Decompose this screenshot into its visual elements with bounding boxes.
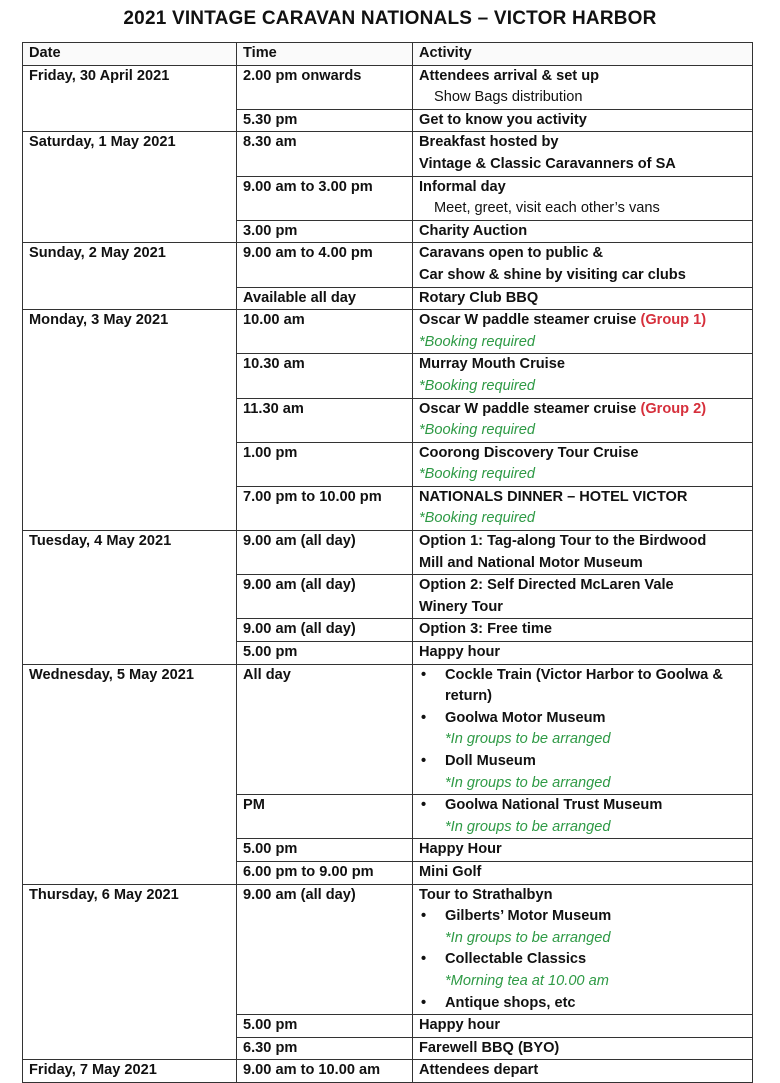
header-row — [23, 43, 753, 66]
activity-line: Tour to Strathalbyn — [419, 886, 553, 903]
activity-note: *In groups to be arranged — [445, 929, 611, 946]
activity-line: Option 1: Tag-along Tour to the Birdwood — [419, 533, 707, 550]
table-row — [23, 531, 753, 575]
activity-line: Mill and National Motor Museum — [419, 554, 643, 571]
activity-line: Rotary Club BBQ — [419, 289, 539, 306]
group-tag: (Group 2) — [640, 400, 707, 417]
table-row — [23, 65, 753, 109]
activity-cell — [413, 486, 753, 530]
activity-line: Mini Golf — [419, 863, 482, 880]
activity-line: Charity Auction — [419, 222, 528, 239]
bullet-item: • Collectable Classics — [419, 949, 746, 971]
time-cell: 9.00 am (all day) — [237, 884, 413, 1015]
date-cell: Monday, 3 May 2021 — [23, 310, 237, 531]
date-cell: Sunday, 2 May 2021 — [23, 243, 237, 310]
time-cell: 6.30 pm — [237, 1037, 413, 1060]
activity-cell — [413, 1037, 753, 1060]
activity-note: *Booking required — [419, 510, 536, 527]
activity-cell — [413, 1060, 753, 1083]
activity-text: Oscar W paddle steamer cruise — [419, 400, 637, 417]
time-cell: 5.00 pm — [237, 642, 413, 665]
time-cell: 9.00 am (all day) — [237, 531, 413, 575]
activity-note: *Booking required — [419, 466, 536, 483]
activity-line: Happy Hour — [419, 841, 502, 858]
time-cell: 1.00 pm — [237, 442, 413, 486]
activity-cell — [413, 861, 753, 884]
date-cell: Thursday, 6 May 2021 — [23, 884, 237, 1060]
activity-line: Caravans open to public & — [419, 245, 604, 262]
activity-note: *In groups to be arranged — [445, 774, 611, 791]
activity-note: *In groups to be arranged — [445, 818, 611, 835]
schedule-body — [23, 65, 753, 1082]
activity-cell — [413, 839, 753, 862]
activity-header: Activity — [413, 43, 753, 66]
time-cell: 10.30 am — [237, 354, 413, 398]
bullet-item: • Goolwa National Trust Museum — [419, 795, 746, 817]
time-cell: PM — [237, 795, 413, 839]
table-row — [23, 310, 753, 354]
activity-line: NATIONALS DINNER – HOTEL VICTOR — [419, 488, 688, 505]
table-row — [23, 884, 753, 1015]
time-header: Time — [237, 43, 413, 66]
activity-line: Get to know you activity — [419, 111, 587, 128]
activity-line: Winery Tour — [419, 598, 503, 615]
time-cell: 9.00 am to 10.00 am — [237, 1060, 413, 1083]
activity-line — [419, 310, 746, 332]
activity-cell — [413, 310, 753, 354]
time-cell: 9.00 am to 3.00 pm — [237, 176, 413, 220]
date-cell: Friday, 7 May 2021 — [23, 1060, 237, 1083]
date-cell: Friday, 30 April 2021 — [23, 65, 237, 132]
activity-cell — [413, 354, 753, 398]
activity-text: Oscar W paddle steamer cruise — [419, 312, 637, 329]
activity-line: Breakfast hosted by — [419, 134, 559, 151]
activity-cell — [413, 1015, 753, 1038]
time-cell: All day — [237, 664, 413, 795]
activity-cell — [413, 642, 753, 665]
time-cell: 7.00 pm to 10.00 pm — [237, 486, 413, 530]
activity-cell — [413, 575, 753, 619]
time-cell: 3.00 pm — [237, 220, 413, 243]
date-cell: Tuesday, 4 May 2021 — [23, 531, 237, 665]
activity-cell — [413, 65, 753, 109]
time-cell: Available all day — [237, 287, 413, 310]
activity-line — [419, 399, 746, 421]
activity-line: Attendees arrival & set up — [419, 67, 600, 84]
time-cell: 8.30 am — [237, 132, 413, 176]
date-header: Date — [23, 43, 237, 66]
activity-note: *Booking required — [419, 377, 536, 394]
activity-cell — [413, 795, 753, 839]
activity-cell — [413, 287, 753, 310]
activity-note: *Morning tea at 10.00 am — [445, 972, 609, 989]
activity-cell — [413, 619, 753, 642]
activity-line: Show Bags distribution — [434, 89, 583, 106]
activity-line: Attendees depart — [419, 1062, 539, 1079]
activity-line: Informal day — [419, 178, 506, 195]
activity-cell — [413, 442, 753, 486]
time-cell: 6.00 pm to 9.00 pm — [237, 861, 413, 884]
time-cell: 2.00 pm onwards — [237, 65, 413, 109]
activity-line: Murray Mouth Cruise — [419, 356, 565, 373]
bullet-item: • Doll Museum — [419, 751, 746, 773]
activity-line: Happy hour — [419, 1017, 501, 1034]
activity-line: Farewell BBQ (BYO) — [419, 1039, 560, 1056]
bullet-item: • Antique shops, etc — [419, 993, 746, 1015]
page-title: 2021 VINTAGE CARAVAN NATIONALS – VICTOR HARBOR — [123, 8, 657, 29]
activity-line: Coorong Discovery Tour Cruise — [419, 444, 639, 461]
activity-note: *Booking required — [419, 333, 536, 350]
activity-cell — [413, 664, 753, 795]
activity-line: Option 2: Self Directed McLaren Vale — [419, 577, 674, 594]
schedule-table — [22, 42, 753, 1083]
table-row — [23, 243, 753, 287]
time-cell: 11.30 am — [237, 398, 413, 442]
activity-line: Vintage & Classic Caravanners of SA — [419, 155, 676, 172]
activity-cell — [413, 531, 753, 575]
activity-cell — [413, 109, 753, 132]
time-cell: 5.30 pm — [237, 109, 413, 132]
activity-cell — [413, 398, 753, 442]
activity-note: *Booking required — [419, 422, 536, 439]
time-cell: 9.00 am to 4.00 pm — [237, 243, 413, 287]
time-cell: 10.00 am — [237, 310, 413, 354]
table-row — [23, 132, 753, 176]
activity-cell — [413, 220, 753, 243]
table-row — [23, 1060, 753, 1083]
activity-note: *In groups to be arranged — [445, 731, 611, 748]
bullet-item: • Gilberts’ Motor Museum — [419, 906, 746, 928]
activity-cell — [413, 176, 753, 220]
activity-line: Car show & shine by visiting car clubs — [419, 266, 686, 283]
activity-cell — [413, 132, 753, 176]
time-cell: 5.00 pm — [237, 1015, 413, 1038]
bullet-item: • Goolwa Motor Museum — [419, 708, 746, 730]
activity-cell — [413, 243, 753, 287]
activity-cell — [413, 884, 753, 1015]
time-cell: 9.00 am (all day) — [237, 575, 413, 619]
activity-line: Happy hour — [419, 644, 501, 661]
table-row — [23, 664, 753, 795]
activity-line: return) — [445, 688, 493, 705]
date-cell: Wednesday, 5 May 2021 — [23, 664, 237, 884]
date-cell: Saturday, 1 May 2021 — [23, 132, 237, 243]
activity-line: Meet, greet, visit each other’s vans — [434, 200, 660, 217]
time-cell: 5.00 pm — [237, 839, 413, 862]
bullet-item: • Cockle Train (Victor Harbor to Goolwa & — [419, 665, 746, 687]
group-tag: (Group 1) — [640, 312, 707, 329]
activity-line: Option 3: Free time — [419, 621, 552, 638]
time-cell: 9.00 am (all day) — [237, 619, 413, 642]
